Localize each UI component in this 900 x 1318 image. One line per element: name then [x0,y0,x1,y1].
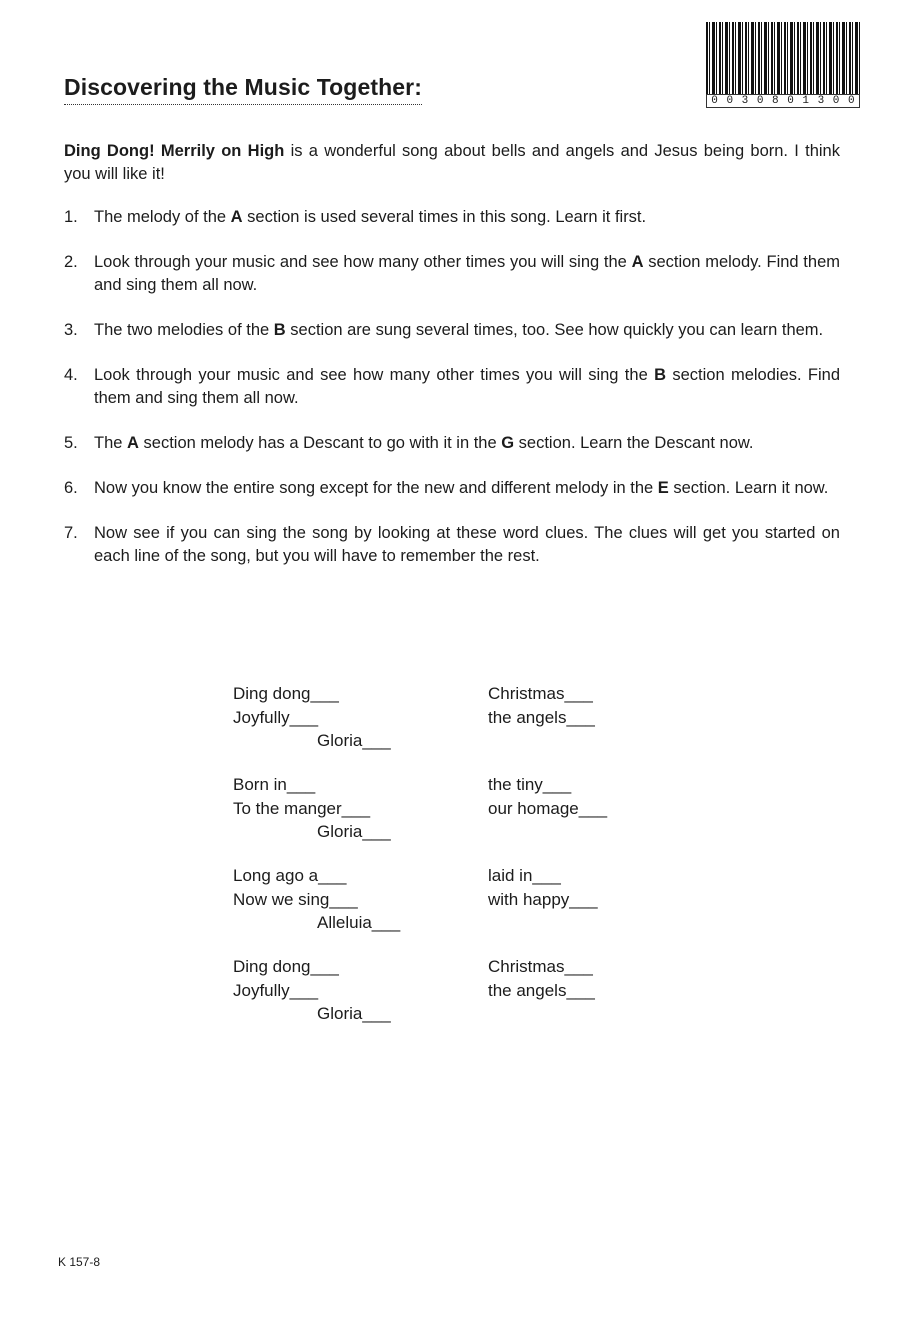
step-number: 4. [64,366,78,384]
barcode-number: 0 0 3 0 8 0 1 3 0 0 [706,94,860,108]
step-number: 5. [64,434,78,452]
step-number: 6. [64,479,78,497]
step-number: 1. [64,208,78,226]
step-2: 2. Look through your music and see how many other times you will sing the A section melody. Find them and sing them all now. [64,253,840,294]
barcode-bars [706,22,860,94]
clue-line: Christmas___ [488,684,593,703]
clue-line: with happy___ [488,889,598,909]
clue-line: Ding dong___ [233,957,339,976]
intro-paragraph [64,140,840,186]
step-number: 2. [64,253,78,271]
clue-line: laid in___ [488,866,561,885]
clue-line: the angels___ [488,707,595,727]
clue-line: To the manger___ [233,798,371,818]
step-1: 1. The melody of the A section is used several times in this song. Learn it first. [64,206,840,229]
step-number: 3. [64,321,78,339]
clue-line: the tiny___ [488,775,572,794]
clue-line: Ding dong___ [233,684,339,703]
clue-line: Gloria___ [317,822,391,841]
step-number: 7. [64,524,78,542]
word-clues [233,682,673,1046]
clue-group-3 [233,864,673,932]
page-title: Discovering the Music Together: [64,74,422,105]
clue-line: the angels___ [488,980,595,1000]
step-4: 4. Look through your music and see how many other times you will sing the B section melodies. Find them and sing them all now. [64,366,841,407]
clue-line: Born in___ [233,775,316,794]
clue-line: Now we sing___ [233,889,358,909]
clue-group-1 [233,682,673,750]
clue-line: Joyfully___ [233,707,319,727]
step-5: 5. The A section melody has a Descant to go with it in the G section. Learn the Descant now. [64,432,840,455]
clue-line: Joyfully___ [233,980,319,1000]
clue-line: Alleluia___ [317,913,401,932]
clue-line: Long ago a___ [233,866,347,885]
step-6: 6. Now you know the entire song except for the new and different melody in the E section. Learn it now. [64,477,840,500]
step-7: 7. Now see if you can sing the song by looking at these word clues. The clues will get you started on each line of the song, but you will have to remember the rest. [64,524,840,565]
catalog-number: K 157-8 [58,1255,101,1269]
intro-text: is a wonderful song about bells and angels and Jesus being born. I think you will like it! [64,142,840,183]
instruction-list [64,206,840,590]
step-3: 3. The two melodies of the B section are sung several times, too. See how quickly you can learn them. [64,319,840,342]
barcode [706,22,860,108]
clue-group-4 [233,955,673,1023]
clue-line: our homage___ [488,798,608,818]
clue-line: Christmas___ [488,957,593,976]
song-title: Ding Dong! Merrily on High [64,142,285,160]
clue-line: Gloria___ [317,731,391,750]
clue-group-2 [233,773,673,841]
clue-line: Gloria___ [317,1004,391,1023]
